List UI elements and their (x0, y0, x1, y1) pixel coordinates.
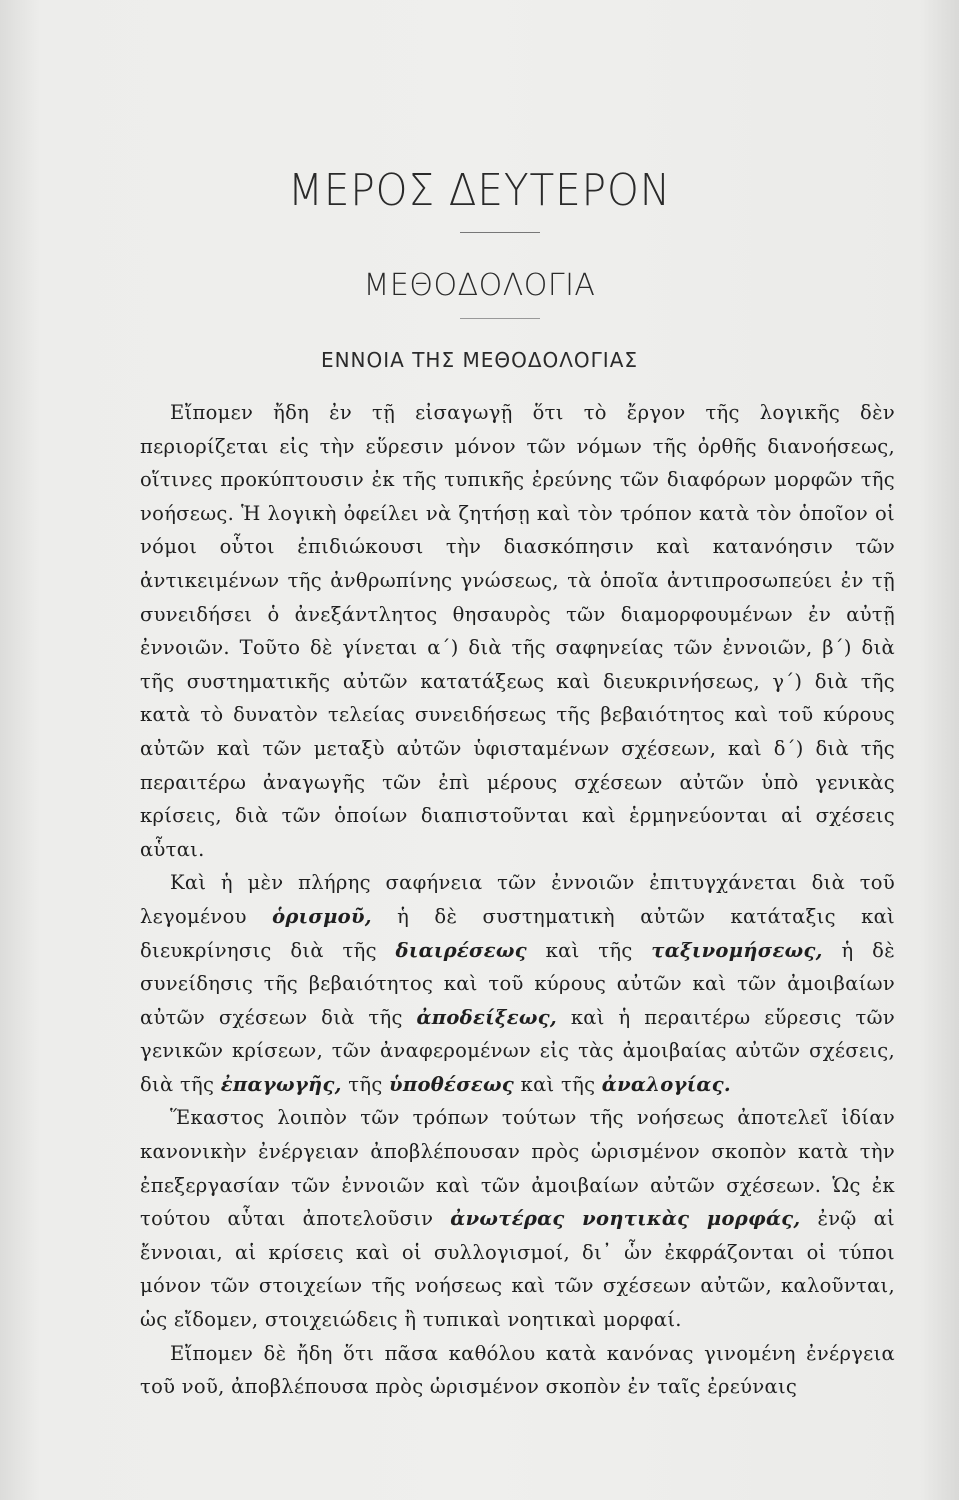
subtitle-divider (460, 318, 540, 319)
term-analogy: ἀναλογίας. (601, 1072, 731, 1096)
term-induction: ἐπαγωγῆς, (220, 1072, 342, 1096)
paragraph-text: ἡ δὲ συνείδησις τῆς βεβαιότητος καὶ τοῦ κύρους αὐτῶν καὶ τῶν ἀμοιβαίων αὐτῶν σχέσεων διὰ τῆς (140, 938, 895, 1029)
paragraph-text: Ἕκαστος λοιπὸν τῶν τρόπων τούτων τῆς νοήσεως ἀποτελεῖ ἰδίαν κανονικὴν ἐνέργειαν ἀποβλέπουσαν πρὸς ὡρισμένον σκοπὸν κατὰ τὴν ἐπεξεργασίαν τῶν ἐννοιῶν καὶ τῶν ἀμοιβαίων αὐτῶν σχέσεων. Ὡς ἐκ τούτου αὗται ἀποτελοῦσιν (140, 1106, 895, 1231)
term-classification: ταξινομήσεως, (651, 938, 823, 962)
paragraph-text: τῆς (341, 1072, 390, 1096)
part-title: ΜΕΡΟΣ ΔΕΥΤΕΡΟΝ (288, 165, 671, 216)
term-proof: ἀποδείξεως, (416, 1005, 558, 1029)
paragraph-text: καὶ ἡ περαιτέρω εὕρεσις τῶν γενικῶν κρίσεων, τῶν ἀναφερομένων εἰς τὰς ἀμοιβαίας αὐτῶν σχέσεις, διὰ τῆς (140, 1005, 895, 1096)
body-text (140, 396, 895, 1404)
paragraph-4-text: Εἴπομεν δὲ ἤδη ὅτι πᾶσα καθόλου κατὰ κανόνας γινομένη ἐνέργεια τοῦ νοῦ, ἀποβλέπουσα πρὸς ὡρισμένον σκοπὸν ἐν ταῖς ἐρεύναις (140, 1341, 895, 1399)
paragraph-text: Καὶ ἡ μὲν πλήρης σαφήνεια τῶν ἐννοιῶν ἐπιτυγχάνεται διὰ τοῦ λεγομένου (140, 871, 895, 928)
paragraph-text: ἡ δὲ συστηματικὴ αὐτῶν κατάταξις καὶ διευκρίνησις διὰ τῆς (140, 904, 896, 962)
section-heading: ΕΝΝΟΙΑ ΤΗΣ ΜΕΘΟΔΟΛΟΓΙΑΣ (320, 348, 639, 372)
term-higher-forms: ἀνωτέρας νοητικὰς μορφάς, (450, 1207, 801, 1231)
chapter-subtitle: ΜΕΘΟΔΟΛΟΓΙΑ (363, 268, 596, 303)
paragraph-text: ἐνῷ αἱ ἔννοιαι, αἱ κρίσεις καὶ οἱ συλλογισμοί, δι᾿ ὧν ἐκφράζονται οἱ τύποι μόνον τῶν στοιχείων τῆς νοήσεως καὶ τῶν σχέσεων αὐτῶν, καλοῦνται, ὡς εἴδομεν, στοιχειώδεις ἢ τυπικαὶ νοητικαὶ μορφαί. (140, 1207, 895, 1332)
paragraph-3 (140, 1101, 895, 1336)
paragraph-text: καὶ τῆς (514, 1072, 602, 1096)
paragraph-4 (140, 1337, 895, 1404)
paragraph-1-text: Εἴπομεν ἤδη ἐν τῇ εἰσαγωγῇ ὅτι τὸ ἔργον τῆς λογικῆς δὲν περιορίζεται εἰς τὴν εὕρεσιν μόνον τῶν νόμων τῆς ὀρθῆς διανοήσεως, οἵτινες προκύπτουσιν ἐκ τῆς τυπικῆς ἐρεύνης τῶν διαφόρων μορφῶν τῆς νοήσεως. Ἡ λογικὴ ὀφείλει νὰ ζητήσῃ καὶ τὸν τρόπον κατὰ τὸν ὁποῖον οἱ νόμοι οὗτοι ἐπιδιώκουσι τὴν διασκόπησιν καὶ κατανόησιν τῶν ἀντικειμένων τῆς ἀνθρωπίνης γνώσεως, τὰ ὁποῖα ἀντιπροσωπεύει ἐν τῇ συνειδήσει ὁ ἀνεξάντλητος θησαυρὸς τῶν διαμορφουμένων ἐν αὐτῇ ἐννοιῶν. Τοῦτο δὲ γίνεται α΄) διὰ τῆς σαφηνείας τῶν ἐννοιῶν, β΄) διὰ τῆς συστηματικῆς αὐτῶν κατατάξεως καὶ διευκρινήσεως, γ΄) διὰ τῆς κατὰ τὸ δυνατὸν τελείας συνειδήσεως τῆς βεβαιότητος καὶ τοῦ κύρους αὐτῶν καὶ τῶν μεταξὺ αὐτῶν ὑφισταμένων σχέσεων, καὶ δ΄) διὰ τῆς περαιτέρω ἀναγωγῆς τῶν ἐπὶ μέρους σχέσεων αὐτῶν ὑπὸ γενικὰς κρίσεις, διὰ τῶν ὁποίων διαπιστοῦνται καὶ ἑρμηνεύονται αἱ σχέσεις αὗται. (140, 401, 895, 861)
paragraph-text: καὶ τῆς (526, 938, 652, 962)
title-divider (460, 232, 540, 233)
term-hypothesis: ὑποθέσεως (389, 1072, 515, 1096)
paragraph-2 (140, 866, 895, 1101)
term-definition: ὁρισμοῦ, (272, 904, 372, 928)
term-division: διαιρέσεως (395, 938, 527, 962)
paragraph-1 (140, 396, 895, 866)
